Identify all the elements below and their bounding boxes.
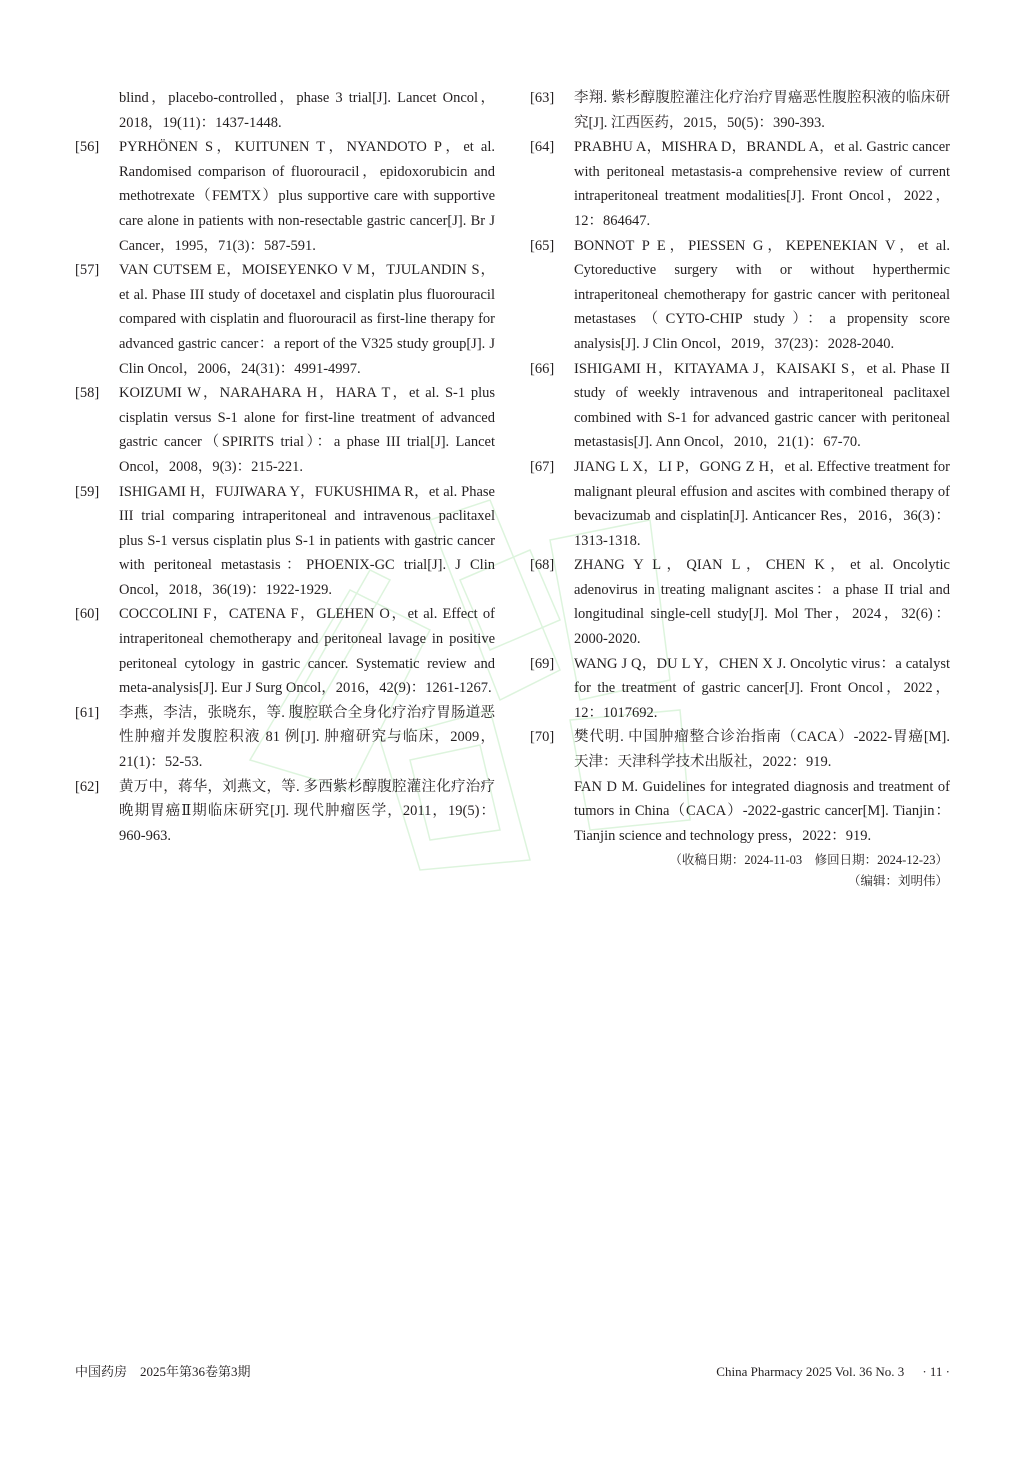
received-revised-dates: （收稿日期：2024-11-03 修回日期：2024-12-23） bbox=[669, 853, 948, 868]
reference-number: [61] bbox=[75, 704, 100, 721]
reference-63 bbox=[530, 86, 950, 135]
reference-number: [58] bbox=[75, 385, 100, 402]
reference-text: BONNOT P E，PIESSEN G，KEPENEKIAN V，et al. Cytoreductive surgery with or without hyperthermic intraperitoneal chemotherapy for gastric cancer with peritoneal metastases（CYTO-CHIP study）：a propensity score analysis[J]. J Clin Oncol，2019，37(23)：2028-2040. bbox=[574, 237, 950, 352]
reference-number: [64] bbox=[530, 139, 555, 156]
left-column bbox=[75, 86, 495, 848]
reference-text: KOIZUMI W，NARAHARA H，HARA T，et al. S-1 plus cisplatin versus S-1 alone for first-line treatment of advanced gastric cancer（SPIRITS trial）：a phase III trial[J]. Lancet Oncol，2008，9(3)：215-221. bbox=[119, 385, 495, 475]
reference-66 bbox=[530, 357, 950, 455]
reference-number: [67] bbox=[530, 458, 555, 475]
reference-text: 李燕，李洁，张晓东，等. 腹腔联合全身化疗治疗胃肠道恶性肿瘤并发腹腔积液 81 例[J]. 肿瘤研究与临床，2009，21(1)：52-53. bbox=[119, 704, 495, 771]
reference-65 bbox=[530, 234, 950, 357]
footer-journal-cn: 中国药房 2025年第36卷第3期 bbox=[75, 1364, 251, 1379]
reference-number: [69] bbox=[530, 655, 555, 672]
reference-text: COCCOLINI F，CATENA F，GLEHEN O，et al. Effect of intraperitoneal chemotherapy and peritoneal lavage in positive peritoneal cytology in gastric cancer. Systematic review and meta-analysis[J]. Eur J Surg Oncol，2016，42(9)：1261-1267. bbox=[119, 606, 495, 697]
footer-journal-en-text: China Pharmacy 2025 Vol. 36 No. 3 bbox=[716, 1364, 905, 1379]
reference-67 bbox=[530, 455, 950, 553]
reference-text: 樊代明. 中国肿瘤整合诊治指南（CACA）-2022-胃癌[M]. 天津：天津科学技术出版社，2022：919. bbox=[574, 729, 950, 771]
reference-text: JIANG L X，LI P，GONG Z H，et al. Effective treatment for malignant pleural effusion and ascites with combined therapy of bevacizumab and cisplatin[J]. Anticancer Res，2016，36(3)：1313-1318. bbox=[574, 458, 950, 549]
reference-number: [66] bbox=[530, 360, 555, 377]
reference-number: [65] bbox=[530, 237, 555, 254]
reference-56 bbox=[75, 135, 495, 258]
reference-number: [57] bbox=[75, 262, 100, 279]
reference-70-translation bbox=[530, 775, 950, 849]
reference-number: [63] bbox=[530, 90, 555, 106]
reference-64 bbox=[530, 135, 950, 233]
reference-62 bbox=[75, 775, 495, 849]
reference-58 bbox=[75, 381, 495, 479]
reference-text: ZHANG Y L，QIAN L，CHEN K，et al. Oncolytic adenovirus in treating malignant ascites：a phase II trial and longitudinal single-cell study[J]. Mol Ther，2024，32(6)：2000-2020. bbox=[574, 557, 950, 648]
reference-60 bbox=[75, 602, 495, 700]
reference-text: 李翔. 紫杉醇腹腔灌注化疗治疗胃癌恶性腹腔积液的临床研究[J]. 江西医药，2015，50(5)：390-393. bbox=[574, 90, 950, 131]
reference-text: ISHIGAMI H，KITAYAMA J，KAISAKI S，et al. Phase II study of weekly intravenous and intraperitoneal paclitaxel combined with S-1 for advanced gastric cancer with peritoneal metastasis[J]. Ann Oncol，2010，21(1)：67-70. bbox=[574, 360, 950, 451]
reference-59 bbox=[75, 480, 495, 603]
reference-68 bbox=[530, 553, 950, 651]
reference-text: PYRHÖNEN S，KUITUNEN T，NYANDOTO P，et al. Randomised comparison of fluorouracil，epidoxorubicin and methotrexate（FEMTX）plus supportive care with supportive care alone in patients with non-resectable gastric cancer[J]. Br J Cancer，1995，71(3)：587-591. bbox=[119, 139, 495, 254]
reference-number: [70] bbox=[530, 729, 555, 746]
reference-number: [68] bbox=[530, 557, 555, 574]
reference-text: FAN D M. Guidelines for integrated diagnosis and treatment of tumors in China（CACA）-2022-gastric cancer[M]. Tianjin：Tianjin science and technology press，2022：919. bbox=[574, 778, 950, 844]
reference-number: [59] bbox=[75, 483, 100, 500]
reference-text: blind，placebo-controlled，phase 3 trial[J]. Lancet Oncol，2018，19(11)：1437-1448. bbox=[119, 90, 495, 131]
reference-text: WANG J Q，DU L Y，CHEN X J. Oncolytic virus：a catalyst for the treatment of gastric cancer[J]. Front Oncol，2022，12：1017692. bbox=[574, 655, 950, 721]
reference-70 bbox=[530, 725, 950, 774]
reference-number: [62] bbox=[75, 778, 100, 795]
reference-text: VAN CUTSEM E，MOISEYENKO V M，TJULANDIN S，et al. Phase III study of docetaxel and cisplatin plus fluorouracil compared with cisplatin and fluorouracil as first-line therapy for advanced gastric cancer：a report of the V325 study group[J]. J Clin Oncol，2006，24(31)：4991-4997. bbox=[119, 262, 495, 377]
page-number: · 11 · bbox=[922, 1364, 950, 1379]
reference-number: [60] bbox=[75, 606, 100, 623]
reference-57 bbox=[75, 258, 495, 381]
reference-61 bbox=[75, 701, 495, 775]
reference-continuation bbox=[75, 86, 495, 135]
reference-69 bbox=[530, 652, 950, 726]
reference-text: ISHIGAMI H，FUJIWARA Y，FUKUSHIMA R，et al. Phase III trial comparing intraperitoneal and intravenous paclitaxel plus S-1 versus cisplatin plus S-1 in patients with gastric cancer with peritoneal metastasis：PHOENIX-GC trial[J]. J Clin Oncol，2018，36(19)：1922-1929. bbox=[119, 483, 495, 598]
footer-journal-en bbox=[716, 1363, 950, 1381]
editor-credit: （编辑：刘明伟） bbox=[847, 874, 948, 889]
reference-text: PRABHU A，MISHRA D，BRANDL A，et al. Gastric cancer with peritoneal metastasis-a comprehensive review of current intraperitoneal treatment modalities[J]. Front Oncol，2022，12：864647. bbox=[574, 139, 950, 229]
reference-number: [56] bbox=[75, 139, 100, 156]
reference-text: 黄万中，蒋华，刘燕文，等. 多西紫杉醇腹腔灌注化疗治疗晚期胃癌Ⅱ期临床研究[J]. 现代肿瘤医学，2011，19(5)：960-963. bbox=[119, 778, 495, 844]
right-column bbox=[530, 86, 950, 892]
